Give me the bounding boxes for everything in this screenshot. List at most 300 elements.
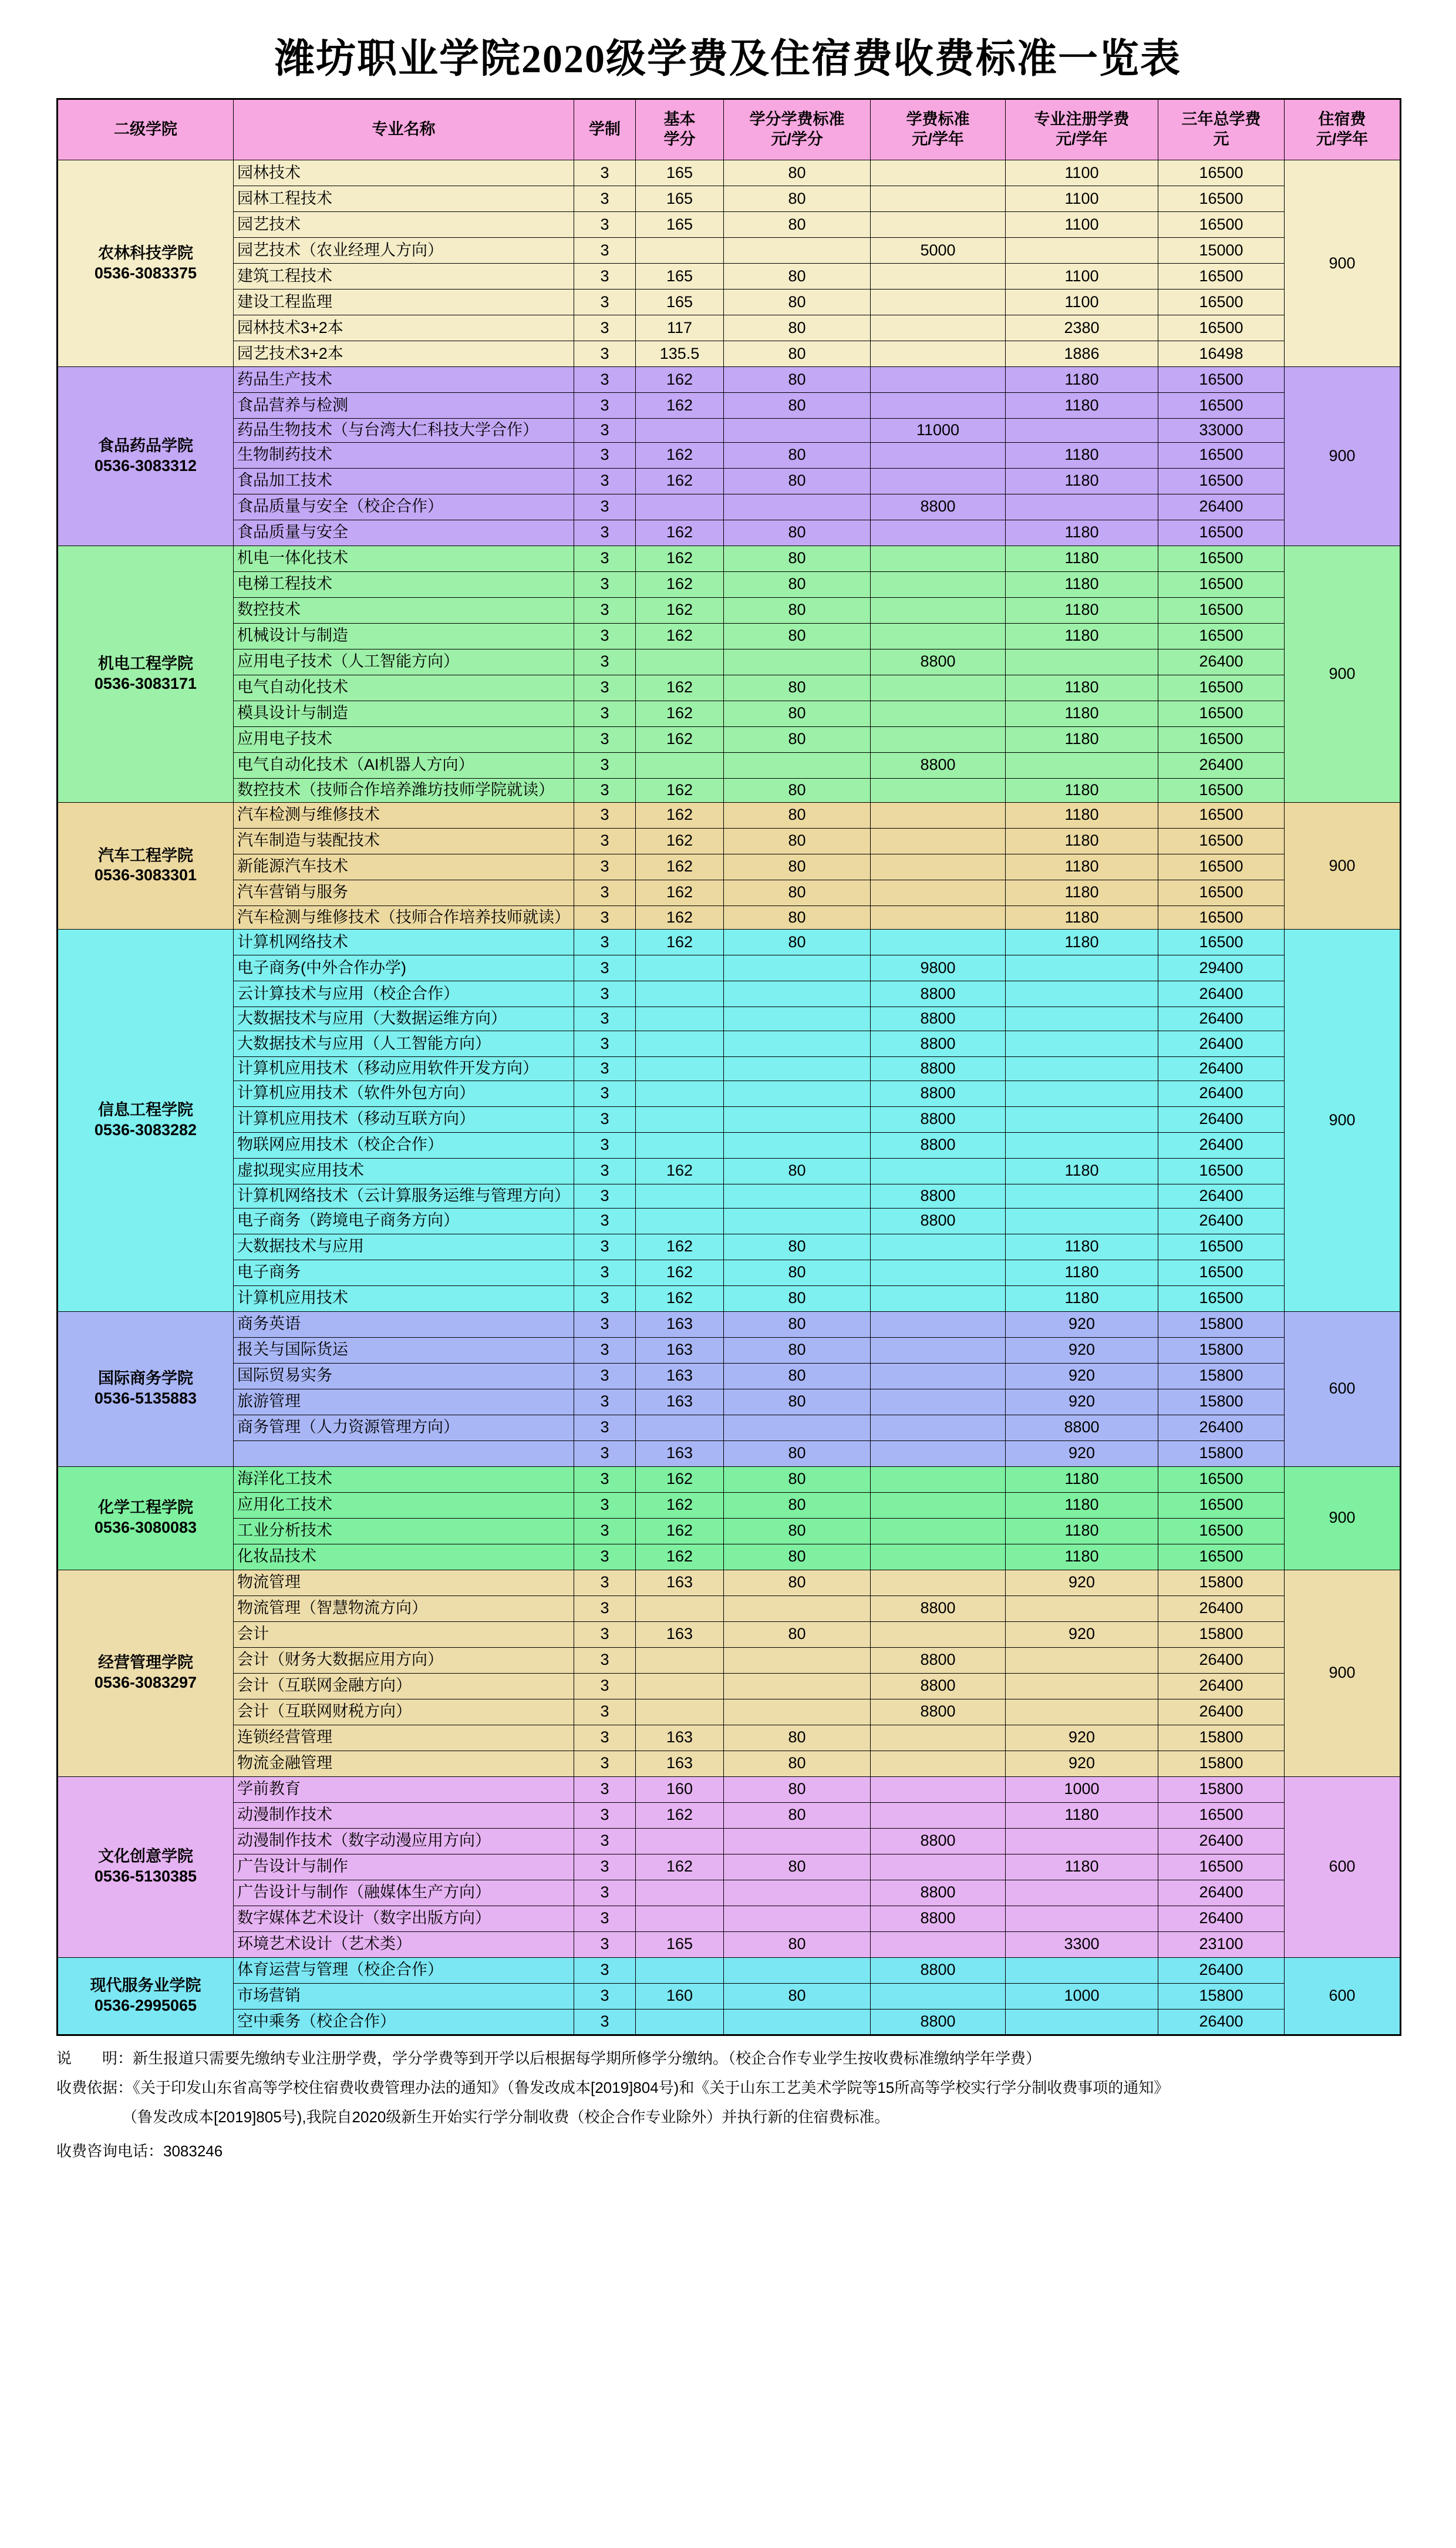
std-cell xyxy=(871,315,1006,341)
major-name-cell: 连锁经营管理 xyxy=(234,1725,574,1751)
total-cell: 16500 xyxy=(1158,930,1285,955)
per-cell: 80 xyxy=(724,701,871,726)
std-cell: 8800 xyxy=(871,981,1006,1007)
per-cell: 80 xyxy=(724,367,871,393)
college-cell xyxy=(58,930,234,1311)
reg-cell xyxy=(1006,1208,1158,1234)
major-name-cell: 大数据技术与应用（人工智能方向） xyxy=(234,1031,574,1057)
credit-cell xyxy=(636,1828,724,1854)
std-cell xyxy=(871,1776,1006,1802)
reg-cell: 1180 xyxy=(1006,520,1158,546)
table-row xyxy=(58,546,1401,571)
std-cell xyxy=(871,1158,1006,1184)
major-name-cell: 机电一体化技术 xyxy=(234,546,574,571)
per-cell: 80 xyxy=(724,1776,871,1802)
major-name-cell: 工业分析技术 xyxy=(234,1518,574,1544)
major-name-cell: 广告设计与制作 xyxy=(234,1854,574,1880)
std-cell xyxy=(871,906,1006,930)
table-row xyxy=(58,955,1401,981)
reg-cell: 920 xyxy=(1006,1363,1158,1389)
credit-cell: 162 xyxy=(636,623,724,649)
major-name-cell: 计算机应用技术（移动应用软件开发方向） xyxy=(234,1057,574,1081)
per-cell: 80 xyxy=(724,623,871,649)
len-cell: 3 xyxy=(574,2009,636,2035)
total-cell: 26400 xyxy=(1158,1208,1285,1234)
table-row xyxy=(58,930,1401,955)
total-cell: 16500 xyxy=(1158,571,1285,597)
major-name-cell: 虚拟现实应用技术 xyxy=(234,1158,574,1184)
college-phone: 0536-3083375 xyxy=(94,264,197,282)
len-cell: 3 xyxy=(574,930,636,955)
total-cell: 16500 xyxy=(1158,1492,1285,1518)
major-name-cell: 物流管理（智慧物流方向） xyxy=(234,1596,574,1621)
credit-cell xyxy=(636,981,724,1007)
credit-cell: 162 xyxy=(636,468,724,494)
std-cell: 11000 xyxy=(871,419,1006,443)
credit-cell: 162 xyxy=(636,778,724,802)
reg-cell: 1180 xyxy=(1006,802,1158,828)
major-name-cell: 园林技术 xyxy=(234,160,574,186)
per-cell xyxy=(724,1057,871,1081)
reg-cell: 1180 xyxy=(1006,597,1158,623)
college-name: 化学工程学院 xyxy=(98,1499,193,1517)
total-cell: 26400 xyxy=(1158,2009,1285,2035)
len-cell: 3 xyxy=(574,1518,636,1544)
table-row xyxy=(58,160,1401,186)
total-cell: 15800 xyxy=(1158,1776,1285,1802)
table-row xyxy=(58,880,1401,906)
college-cell xyxy=(58,160,234,367)
per-cell xyxy=(724,2009,871,2035)
table-row xyxy=(58,1957,1401,1983)
len-cell: 3 xyxy=(574,442,636,468)
len-cell: 3 xyxy=(574,1337,636,1363)
reg-cell xyxy=(1006,1596,1158,1621)
table-row xyxy=(58,778,1401,802)
major-name-cell: 电梯工程技术 xyxy=(234,571,574,597)
credit-cell: 162 xyxy=(636,675,724,701)
reg-cell xyxy=(1006,1081,1158,1106)
credit-cell: 165 xyxy=(636,290,724,315)
credit-cell xyxy=(636,1184,724,1208)
total-cell: 15800 xyxy=(1158,1751,1285,1776)
std-cell xyxy=(871,701,1006,726)
len-cell: 3 xyxy=(574,1983,636,2009)
college-name: 经营管理学院 xyxy=(98,1654,193,1672)
credit-cell xyxy=(636,494,724,520)
std-cell xyxy=(871,290,1006,315)
credit-cell: 162 xyxy=(636,726,724,752)
len-cell: 3 xyxy=(574,623,636,649)
total-cell: 16500 xyxy=(1158,315,1285,341)
reg-cell xyxy=(1006,1906,1158,1931)
reg-cell: 1180 xyxy=(1006,393,1158,419)
major-name-cell: 园林技术3+2本 xyxy=(234,315,574,341)
per-cell: 80 xyxy=(724,726,871,752)
note-line-0: 说 明：新生报道只需要先缴纳专业注册学费，学分学费等到开学以后根据每学期所修学分缴纳。（校企合作专业学生按收费标准缴纳学年学费） xyxy=(56,2049,1042,2067)
major-name-cell: 学前教育 xyxy=(234,1776,574,1802)
total-cell: 26400 xyxy=(1158,1057,1285,1081)
total-cell: 26400 xyxy=(1158,1673,1285,1699)
len-cell: 3 xyxy=(574,1751,636,1776)
credit-cell xyxy=(636,1906,724,1931)
major-name-cell: 食品加工技术 xyxy=(234,468,574,494)
len-cell: 3 xyxy=(574,341,636,367)
dormitory-fee-cell: 900 xyxy=(1285,367,1401,546)
total-cell: 16498 xyxy=(1158,341,1285,367)
std-cell: 8800 xyxy=(871,494,1006,520)
college-phone: 0536-3083312 xyxy=(94,456,197,474)
table-row xyxy=(58,442,1401,468)
reg-cell: 1886 xyxy=(1006,341,1158,367)
reg-cell: 1180 xyxy=(1006,930,1158,955)
credit-cell: 162 xyxy=(636,701,724,726)
reg-cell: 1000 xyxy=(1006,1776,1158,1802)
len-cell: 3 xyxy=(574,1057,636,1081)
total-cell: 16500 xyxy=(1158,212,1285,238)
std-cell xyxy=(871,802,1006,828)
credit-cell: 162 xyxy=(636,1285,724,1311)
reg-cell: 3300 xyxy=(1006,1931,1158,1957)
per-cell: 80 xyxy=(724,571,871,597)
college-phone: 0536-3083282 xyxy=(94,1120,197,1139)
reg-cell: 1180 xyxy=(1006,546,1158,571)
credit-cell: 162 xyxy=(636,854,724,880)
table-row xyxy=(58,701,1401,726)
table-row xyxy=(58,393,1401,419)
len-cell: 3 xyxy=(574,1596,636,1621)
reg-cell: 1180 xyxy=(1006,828,1158,854)
reg-cell: 920 xyxy=(1006,1337,1158,1363)
credit-cell: 165 xyxy=(636,160,724,186)
reg-cell: 1180 xyxy=(1006,1492,1158,1518)
major-name-cell: 园艺技术 xyxy=(234,212,574,238)
major-name-cell: 物流管理 xyxy=(234,1570,574,1596)
credit-cell: 135.5 xyxy=(636,341,724,367)
major-name-cell: 广告设计与制作（融媒体生产方向） xyxy=(234,1880,574,1906)
std-cell: 9800 xyxy=(871,955,1006,981)
per-cell: 80 xyxy=(724,880,871,906)
total-cell: 16500 xyxy=(1158,393,1285,419)
reg-cell xyxy=(1006,1673,1158,1699)
major-name-cell: 新能源汽车技术 xyxy=(234,854,574,880)
len-cell: 3 xyxy=(574,1647,636,1673)
total-cell: 15800 xyxy=(1158,1311,1285,1337)
table-row xyxy=(58,981,1401,1007)
total-cell: 15000 xyxy=(1158,238,1285,264)
reg-cell: 1100 xyxy=(1006,186,1158,212)
len-cell: 3 xyxy=(574,546,636,571)
total-cell: 26400 xyxy=(1158,1106,1285,1132)
per-cell: 80 xyxy=(724,264,871,290)
std-cell xyxy=(871,212,1006,238)
table-row xyxy=(58,186,1401,212)
len-cell: 3 xyxy=(574,1699,636,1725)
len-cell: 3 xyxy=(574,1906,636,1931)
table-row xyxy=(58,1828,1401,1854)
std-cell xyxy=(871,571,1006,597)
credit-cell xyxy=(636,1106,724,1132)
credit-cell: 162 xyxy=(636,367,724,393)
reg-cell xyxy=(1006,955,1158,981)
table-row xyxy=(58,1081,1401,1106)
major-name-cell: 计算机网络技术（云计算服务运维与管理方向） xyxy=(234,1184,574,1208)
std-cell: 8800 xyxy=(871,1596,1006,1621)
notes-section xyxy=(56,2045,1400,2165)
credit-cell: 162 xyxy=(636,828,724,854)
table-row xyxy=(58,1492,1401,1518)
per-cell xyxy=(724,752,871,778)
len-cell: 3 xyxy=(574,981,636,1007)
total-cell: 26400 xyxy=(1158,1828,1285,1854)
table-row xyxy=(58,1880,1401,1906)
college-phone: 0536-3083171 xyxy=(94,674,197,692)
std-cell xyxy=(871,778,1006,802)
major-name-cell: 园林工程技术 xyxy=(234,186,574,212)
per-cell xyxy=(724,1880,871,1906)
std-cell xyxy=(871,393,1006,419)
reg-cell xyxy=(1006,1007,1158,1031)
std-cell xyxy=(871,1260,1006,1285)
major-name-cell: 云计算技术与应用（校企合作） xyxy=(234,981,574,1007)
total-cell: 16500 xyxy=(1158,597,1285,623)
table-row xyxy=(58,1570,1401,1596)
college-phone: 0536-3083297 xyxy=(94,1674,197,1691)
reg-cell xyxy=(1006,1647,1158,1673)
major-name-cell: 会计（互联网金融方向） xyxy=(234,1673,574,1699)
len-cell: 3 xyxy=(574,726,636,752)
per-cell: 80 xyxy=(724,1802,871,1828)
per-cell: 80 xyxy=(724,1466,871,1492)
credit-cell xyxy=(636,419,724,443)
std-cell: 8800 xyxy=(871,1828,1006,1854)
per-cell: 80 xyxy=(724,802,871,828)
credit-cell: 165 xyxy=(636,186,724,212)
table-row xyxy=(58,1983,1401,2009)
reg-cell: 1180 xyxy=(1006,367,1158,393)
reg-cell xyxy=(1006,1828,1158,1854)
std-cell xyxy=(871,880,1006,906)
table-row xyxy=(58,1518,1401,1544)
dormitory-fee-cell: 900 xyxy=(1285,1466,1401,1570)
credit-cell: 163 xyxy=(636,1751,724,1776)
std-cell xyxy=(871,1931,1006,1957)
column-header-3: 基本 学分 xyxy=(636,99,724,160)
college-phone: 0536-5130385 xyxy=(94,1867,197,1885)
per-cell: 80 xyxy=(724,315,871,341)
total-cell: 26400 xyxy=(1158,981,1285,1007)
total-cell: 26400 xyxy=(1158,649,1285,675)
len-cell: 3 xyxy=(574,1007,636,1031)
per-cell: 80 xyxy=(724,930,871,955)
total-cell: 16500 xyxy=(1158,1234,1285,1260)
per-cell xyxy=(724,1828,871,1854)
reg-cell: 920 xyxy=(1006,1725,1158,1751)
total-cell: 16500 xyxy=(1158,468,1285,494)
college-name: 国际商务学院 xyxy=(98,1369,193,1388)
major-name-cell: 药品生物技术（与台湾大仁科技大学合作） xyxy=(234,419,574,443)
major-name-cell: 数控技术 xyxy=(234,597,574,623)
credit-cell: 163 xyxy=(636,1725,724,1751)
major-name-cell: 机械设计与制造 xyxy=(234,623,574,649)
per-cell: 80 xyxy=(724,675,871,701)
per-cell: 80 xyxy=(724,1440,871,1466)
per-cell xyxy=(724,1699,871,1725)
total-cell: 26400 xyxy=(1158,1906,1285,1931)
college-name: 机电工程学院 xyxy=(98,654,193,672)
per-cell: 80 xyxy=(724,1725,871,1751)
reg-cell: 1100 xyxy=(1006,264,1158,290)
reg-cell xyxy=(1006,1057,1158,1081)
major-name-cell: 汽车检测与维修技术（技师合作培养技师就读） xyxy=(234,906,574,930)
table-row xyxy=(58,854,1401,880)
len-cell: 3 xyxy=(574,828,636,854)
table-row xyxy=(58,906,1401,930)
college-phone: 0536-2995065 xyxy=(94,1996,197,2014)
reg-cell xyxy=(1006,1132,1158,1158)
major-name-cell: 海洋化工技术 xyxy=(234,1466,574,1492)
table-row xyxy=(58,1415,1401,1440)
total-cell: 15800 xyxy=(1158,1570,1285,1596)
table-row xyxy=(58,1673,1401,1699)
len-cell: 3 xyxy=(574,1208,636,1234)
len-cell: 3 xyxy=(574,802,636,828)
per-cell xyxy=(724,1647,871,1673)
major-name-cell: 旅游管理 xyxy=(234,1389,574,1415)
len-cell: 3 xyxy=(574,1184,636,1208)
major-name-cell: 电子商务 xyxy=(234,1260,574,1285)
major-name-cell: 模具设计与制造 xyxy=(234,701,574,726)
reg-cell: 920 xyxy=(1006,1440,1158,1466)
table-row xyxy=(58,1776,1401,1802)
total-cell: 26400 xyxy=(1158,1699,1285,1725)
len-cell: 3 xyxy=(574,1725,636,1751)
table-row xyxy=(58,623,1401,649)
table-row xyxy=(58,1544,1401,1570)
std-cell: 8800 xyxy=(871,1132,1006,1158)
college-name: 文化创意学院 xyxy=(98,1847,193,1866)
reg-cell: 1180 xyxy=(1006,571,1158,597)
major-name-cell: 数控技术（技师合作培养潍坊技师学院就读） xyxy=(234,778,574,802)
credit-cell xyxy=(636,1081,724,1106)
table-row xyxy=(58,1285,1401,1311)
std-cell: 8800 xyxy=(871,1106,1006,1132)
total-cell: 15800 xyxy=(1158,1725,1285,1751)
total-cell: 26400 xyxy=(1158,1957,1285,1983)
college-cell xyxy=(58,367,234,546)
per-cell: 80 xyxy=(724,597,871,623)
len-cell: 3 xyxy=(574,854,636,880)
len-cell: 3 xyxy=(574,752,636,778)
std-cell: 8800 xyxy=(871,1007,1006,1031)
credit-cell: 162 xyxy=(636,442,724,468)
credit-cell: 160 xyxy=(636,1776,724,1802)
table-row xyxy=(58,1389,1401,1415)
credit-cell: 165 xyxy=(636,1931,724,1957)
len-cell: 3 xyxy=(574,701,636,726)
total-cell: 16500 xyxy=(1158,802,1285,828)
credit-cell: 162 xyxy=(636,393,724,419)
major-name-cell: 汽车检测与维修技术 xyxy=(234,802,574,828)
reg-cell: 1180 xyxy=(1006,1260,1158,1285)
len-cell: 3 xyxy=(574,778,636,802)
len-cell: 3 xyxy=(574,1389,636,1415)
credit-cell: 162 xyxy=(636,1234,724,1260)
credit-cell xyxy=(636,1673,724,1699)
table-row xyxy=(58,520,1401,546)
credit-cell: 163 xyxy=(636,1311,724,1337)
len-cell: 3 xyxy=(574,1311,636,1337)
table-row xyxy=(58,1647,1401,1673)
credit-cell: 162 xyxy=(636,1492,724,1518)
std-cell xyxy=(871,1854,1006,1880)
len-cell: 3 xyxy=(574,468,636,494)
table-row xyxy=(58,264,1401,290)
total-cell: 16500 xyxy=(1158,880,1285,906)
per-cell: 80 xyxy=(724,1518,871,1544)
reg-cell: 1180 xyxy=(1006,623,1158,649)
table-row xyxy=(58,290,1401,315)
len-cell: 3 xyxy=(574,1158,636,1184)
table-row xyxy=(58,1057,1401,1081)
column-header-0: 二级学院 xyxy=(58,99,234,160)
major-name-cell: 电子商务（跨境电子商务方向） xyxy=(234,1208,574,1234)
credit-cell: 163 xyxy=(636,1389,724,1415)
table-row xyxy=(58,1337,1401,1363)
len-cell: 3 xyxy=(574,419,636,443)
std-cell xyxy=(871,1363,1006,1389)
std-cell: 8800 xyxy=(871,1906,1006,1931)
credit-cell: 160 xyxy=(636,1983,724,2009)
credit-cell: 162 xyxy=(636,597,724,623)
major-name-cell: 会计（互联网财税方向） xyxy=(234,1699,574,1725)
total-cell: 16500 xyxy=(1158,264,1285,290)
len-cell: 3 xyxy=(574,1081,636,1106)
per-cell xyxy=(724,649,871,675)
std-cell xyxy=(871,828,1006,854)
total-cell: 16500 xyxy=(1158,186,1285,212)
total-cell: 16500 xyxy=(1158,442,1285,468)
college-cell xyxy=(58,546,234,802)
std-cell xyxy=(871,1337,1006,1363)
reg-cell: 1180 xyxy=(1006,880,1158,906)
major-name-cell: 大数据技术与应用 xyxy=(234,1234,574,1260)
per-cell: 80 xyxy=(724,828,871,854)
std-cell: 8800 xyxy=(871,1208,1006,1234)
reg-cell: 1180 xyxy=(1006,1802,1158,1828)
major-name-cell: 电子商务(中外合作办学) xyxy=(234,955,574,981)
table-row xyxy=(58,1596,1401,1621)
total-cell: 16500 xyxy=(1158,546,1285,571)
table-header xyxy=(58,99,1401,160)
std-cell xyxy=(871,726,1006,752)
per-cell xyxy=(724,1208,871,1234)
len-cell: 3 xyxy=(574,1440,636,1466)
per-cell: 80 xyxy=(724,1751,871,1776)
std-cell: 8800 xyxy=(871,649,1006,675)
reg-cell xyxy=(1006,2009,1158,2035)
total-cell: 16500 xyxy=(1158,160,1285,186)
len-cell: 3 xyxy=(574,1776,636,1802)
std-cell xyxy=(871,264,1006,290)
reg-cell: 920 xyxy=(1006,1389,1158,1415)
len-cell: 3 xyxy=(574,1880,636,1906)
college-cell xyxy=(58,1466,234,1570)
major-name-cell: 食品质量与安全（校企合作） xyxy=(234,494,574,520)
per-cell xyxy=(724,1132,871,1158)
std-cell: 8800 xyxy=(871,1957,1006,1983)
total-cell: 16500 xyxy=(1158,1518,1285,1544)
